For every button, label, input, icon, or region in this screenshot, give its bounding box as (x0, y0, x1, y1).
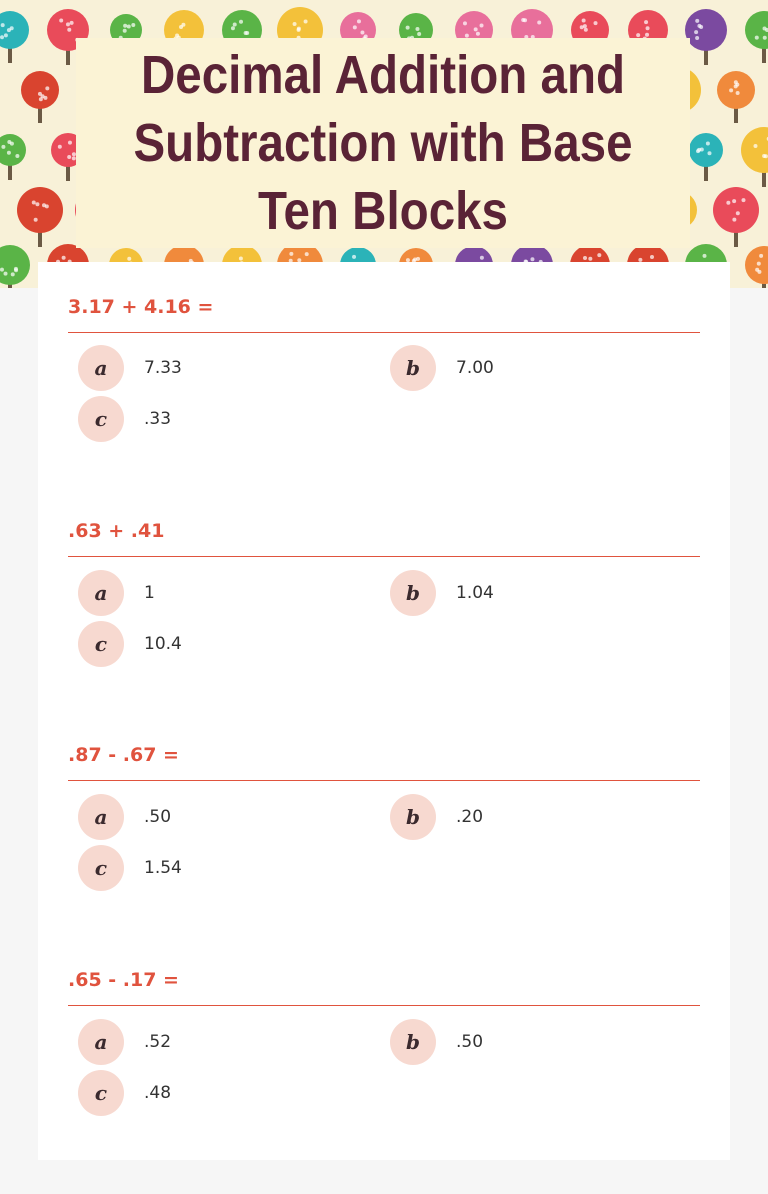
tree-dot (297, 27, 301, 31)
tree-dot (736, 91, 740, 95)
question-divider (68, 556, 700, 557)
tree-dot (181, 23, 185, 27)
tree-dot (0, 268, 4, 272)
tree-crown (17, 187, 63, 233)
tree-dot (588, 257, 592, 261)
tree-dot (764, 154, 768, 158)
tree-dot (597, 253, 601, 257)
tree-dot (530, 257, 534, 261)
option-b[interactable] (390, 570, 670, 616)
tree-dot (706, 142, 710, 146)
tree-dot (123, 29, 127, 33)
tree-dot (406, 26, 410, 30)
tree-crown (21, 71, 59, 109)
option-letter-badge[interactable]: c (78, 845, 124, 891)
tree-dot (304, 20, 308, 24)
tree-dot (726, 201, 730, 205)
tree-dot (582, 19, 586, 23)
tree-dot (0, 35, 4, 39)
question-prompt: .87 - .67 = (68, 744, 179, 766)
question-prompt: .65 - .17 = (68, 969, 179, 991)
worksheet-sheet (38, 262, 730, 1160)
question-divider (68, 780, 700, 781)
option-text: 7.33 (144, 358, 182, 378)
tree-dot (244, 31, 248, 35)
tree-dot (708, 151, 712, 155)
worksheet-title: Decimal Addition and Subtraction with Base Ten Blocks (133, 45, 633, 241)
tree-dot (480, 256, 484, 260)
tree-dot (584, 28, 588, 32)
question-divider (68, 332, 700, 333)
tree-dot (696, 149, 700, 153)
tree-dot (58, 145, 62, 149)
tree-dot (123, 24, 127, 28)
tree-dot (474, 27, 478, 31)
option-letter-badge[interactable]: b (390, 345, 436, 391)
tree-dot (70, 21, 74, 25)
option-text: .50 (144, 807, 172, 827)
tree-dot (755, 36, 759, 40)
tree-dot (695, 19, 699, 23)
option-text: .48 (144, 1083, 172, 1103)
tree-crown (0, 134, 26, 166)
tree-dot (413, 258, 417, 262)
option-c[interactable] (78, 1070, 358, 1116)
tree-dot (463, 21, 467, 25)
tree-dot (465, 34, 469, 38)
tree-dot (7, 151, 11, 155)
tree-crown (745, 246, 768, 284)
tree-dot (415, 27, 419, 31)
tree-dot (360, 31, 364, 35)
option-a[interactable] (78, 570, 358, 616)
tree-dot (15, 154, 19, 158)
tree-dot (11, 272, 15, 276)
option-b[interactable] (390, 345, 670, 391)
tree-dot (521, 18, 525, 22)
option-letter-badge[interactable]: a (78, 345, 124, 391)
tree-crown (741, 127, 768, 173)
option-text: .52 (144, 1032, 172, 1052)
tree-dot (583, 256, 587, 260)
option-b[interactable] (390, 1019, 670, 1065)
tree-dot (239, 20, 243, 24)
header-banner (0, 0, 768, 288)
tree-dot (289, 252, 293, 256)
tree-dot (35, 202, 39, 206)
option-letter-badge[interactable]: b (390, 1019, 436, 1065)
tree-dot (636, 33, 640, 37)
tree-dot (476, 32, 480, 36)
option-c[interactable] (78, 621, 358, 667)
tree-dot (10, 142, 14, 146)
tree-dot (753, 144, 757, 148)
option-text: 1.04 (456, 583, 494, 603)
tree-dot (127, 257, 131, 261)
tree-dot (357, 19, 361, 23)
option-a[interactable] (78, 794, 358, 840)
tree-dot (732, 199, 736, 203)
tree-dot (4, 272, 8, 276)
option-b[interactable] (390, 794, 670, 840)
option-letter-badge[interactable]: c (78, 396, 124, 442)
tree-dot (703, 254, 707, 258)
tree-dot (62, 256, 66, 260)
option-letter-badge[interactable]: c (78, 1070, 124, 1116)
tree-dot (695, 36, 699, 40)
option-c[interactable] (78, 845, 358, 891)
option-text: .20 (456, 807, 484, 827)
option-c[interactable] (78, 396, 358, 442)
tree-crown (713, 187, 759, 233)
tree-dot (583, 24, 587, 28)
tree-dot (759, 254, 763, 258)
option-a[interactable] (78, 345, 358, 391)
tree-dot (14, 267, 18, 271)
tree-dot (45, 204, 49, 208)
option-letter-badge[interactable]: a (78, 794, 124, 840)
tree-dot (417, 32, 421, 36)
tree-dot (757, 262, 761, 266)
tree-crown (685, 9, 727, 51)
tree-dot (645, 33, 649, 37)
tree-dot (67, 155, 71, 159)
tree-dot (1, 145, 5, 149)
tree-dot (32, 201, 36, 205)
question-divider (68, 1005, 700, 1006)
tree-dot (697, 24, 701, 28)
title-panel (76, 38, 690, 248)
tree-dot (41, 94, 45, 98)
tree-dot (732, 218, 736, 222)
question-prompt: 3.17 + 4.16 = (68, 296, 214, 318)
tree-dot (537, 21, 541, 25)
tree-dot (10, 26, 14, 30)
tree-dot (763, 36, 767, 40)
tree-dot (741, 198, 745, 202)
tree-dot (352, 255, 356, 259)
tree-dot (67, 28, 71, 32)
option-text: 1.54 (144, 858, 182, 878)
tree-dot (239, 256, 243, 260)
option-letter-badge[interactable]: a (78, 1019, 124, 1065)
tree-crown (717, 71, 755, 109)
option-a[interactable] (78, 1019, 358, 1065)
tree-dot (293, 22, 297, 26)
tree-dot (594, 21, 598, 25)
tree-dot (650, 255, 654, 259)
tree-dot (34, 218, 38, 222)
option-text: 1 (144, 583, 155, 603)
tree-dot (59, 19, 63, 23)
tree-dot (45, 86, 49, 90)
tree-dot (131, 23, 135, 27)
tree-dot (127, 24, 131, 28)
option-letter-badge[interactable]: a (78, 570, 124, 616)
tree-dot (66, 22, 70, 26)
tree-dot (757, 270, 761, 274)
tree-dot (233, 22, 237, 26)
tree-dot (694, 30, 698, 34)
option-text: 10.4 (144, 634, 182, 654)
tree-dot (480, 24, 484, 28)
tree-dot (1, 23, 5, 27)
tree-crown (0, 245, 30, 285)
option-text: 7.00 (456, 358, 494, 378)
tree-dot (68, 141, 72, 145)
option-letter-badge[interactable]: c (78, 621, 124, 667)
tree-dot (644, 20, 648, 24)
tree-dot (646, 26, 650, 30)
tree-crown (0, 11, 29, 49)
option-letter-badge[interactable]: b (390, 570, 436, 616)
tree-dot (353, 25, 357, 29)
option-letter-badge[interactable]: b (390, 794, 436, 840)
tree-dot (4, 33, 8, 37)
tree-crown (689, 133, 723, 167)
tree-dot (734, 80, 738, 84)
option-text: .50 (456, 1032, 484, 1052)
question-prompt: .63 + .41 (68, 520, 165, 542)
tree-dot (736, 211, 740, 215)
tree-dot (305, 252, 309, 256)
tree-dot (729, 88, 733, 92)
option-text: .33 (144, 409, 172, 429)
tree-dot (231, 26, 235, 30)
